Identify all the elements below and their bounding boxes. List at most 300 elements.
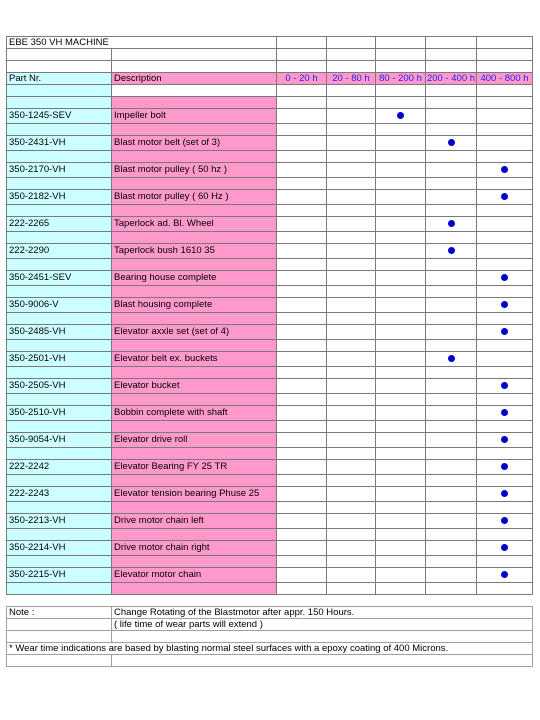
part-number-cell[interactable]: 350-9054-VH bbox=[7, 433, 112, 448]
cell[interactable] bbox=[112, 124, 277, 136]
cell[interactable] bbox=[277, 367, 327, 379]
cell[interactable] bbox=[277, 556, 327, 568]
interval-cell[interactable] bbox=[277, 136, 327, 151]
cell[interactable] bbox=[277, 421, 327, 433]
part-number-cell[interactable]: 350-2214-VH bbox=[7, 541, 112, 556]
interval-cell[interactable] bbox=[277, 541, 327, 556]
cell[interactable] bbox=[376, 556, 426, 568]
interval-cell[interactable] bbox=[426, 244, 477, 259]
cell[interactable] bbox=[477, 85, 533, 97]
description-cell[interactable]: Blast motor belt (set of 3) bbox=[112, 136, 277, 151]
cell[interactable] bbox=[426, 313, 477, 325]
cell[interactable] bbox=[277, 232, 327, 244]
cell[interactable] bbox=[112, 205, 277, 217]
cell[interactable] bbox=[7, 259, 112, 271]
cell[interactable] bbox=[376, 421, 426, 433]
table-row[interactable] bbox=[7, 352, 533, 367]
cell[interactable] bbox=[327, 367, 376, 379]
cell[interactable] bbox=[327, 178, 376, 190]
interval-cell[interactable] bbox=[426, 352, 477, 367]
interval-cell[interactable] bbox=[277, 298, 327, 313]
cell[interactable] bbox=[327, 313, 376, 325]
interval-cell[interactable] bbox=[426, 541, 477, 556]
interval-cell[interactable] bbox=[426, 109, 477, 124]
cell[interactable] bbox=[477, 97, 533, 109]
interval-cell[interactable] bbox=[376, 406, 426, 421]
cell[interactable] bbox=[327, 124, 376, 136]
cell[interactable] bbox=[112, 259, 277, 271]
cell[interactable] bbox=[327, 61, 376, 73]
interval-cell[interactable] bbox=[477, 271, 533, 286]
interval-cell[interactable] bbox=[376, 217, 426, 232]
cell[interactable] bbox=[112, 97, 277, 109]
interval-cell[interactable] bbox=[376, 352, 426, 367]
interval-cell[interactable] bbox=[327, 136, 376, 151]
cell[interactable] bbox=[327, 529, 376, 541]
interval-cell[interactable] bbox=[277, 190, 327, 205]
cell[interactable] bbox=[7, 421, 112, 433]
cell[interactable] bbox=[376, 259, 426, 271]
cell[interactable] bbox=[112, 313, 277, 325]
part-number-cell[interactable]: 350-1245-SEV bbox=[7, 109, 112, 124]
cell[interactable] bbox=[277, 475, 327, 487]
cell[interactable] bbox=[7, 151, 112, 163]
description-cell[interactable]: Blast motor pulley ( 60 Hz ) bbox=[112, 190, 277, 205]
interval-cell[interactable] bbox=[327, 433, 376, 448]
part-number-cell[interactable]: 222-2265 bbox=[7, 217, 112, 232]
part-number-cell[interactable]: 350-2170-VH bbox=[7, 163, 112, 178]
cell[interactable] bbox=[477, 178, 533, 190]
part-number-cell[interactable]: 350-2505-VH bbox=[7, 379, 112, 394]
table-row[interactable] bbox=[7, 568, 533, 583]
interval-cell[interactable] bbox=[376, 487, 426, 502]
cell[interactable] bbox=[426, 205, 477, 217]
cell[interactable] bbox=[477, 502, 533, 514]
interval-cell[interactable] bbox=[477, 298, 533, 313]
description-cell[interactable]: Elevator Bearing FY 25 TR bbox=[112, 460, 277, 475]
cell[interactable] bbox=[277, 205, 327, 217]
cell[interactable] bbox=[327, 97, 376, 109]
cell[interactable] bbox=[7, 394, 112, 406]
table-row[interactable] bbox=[7, 244, 533, 259]
interval-cell[interactable] bbox=[376, 379, 426, 394]
cell[interactable] bbox=[477, 448, 533, 460]
header-interval-0-20[interactable]: 0 - 20 h bbox=[277, 73, 327, 85]
interval-cell[interactable] bbox=[477, 541, 533, 556]
interval-cell[interactable] bbox=[477, 244, 533, 259]
header-description[interactable]: Description bbox=[112, 73, 277, 85]
interval-cell[interactable] bbox=[376, 136, 426, 151]
cell[interactable] bbox=[376, 367, 426, 379]
cell[interactable] bbox=[426, 502, 477, 514]
part-number-cell[interactable]: 222-2290 bbox=[7, 244, 112, 259]
header-interval-200-400[interactable]: 200 - 400 h bbox=[426, 73, 476, 84]
cell[interactable] bbox=[477, 529, 533, 541]
interval-cell[interactable] bbox=[426, 379, 477, 394]
interval-cell[interactable] bbox=[376, 433, 426, 448]
description-cell[interactable]: Elevator belt ex. buckets bbox=[112, 352, 277, 367]
interval-cell[interactable] bbox=[327, 244, 376, 259]
cell[interactable] bbox=[376, 232, 426, 244]
interval-cell[interactable] bbox=[277, 325, 327, 340]
cell[interactable] bbox=[376, 205, 426, 217]
cell[interactable] bbox=[7, 178, 112, 190]
interval-cell[interactable] bbox=[327, 460, 376, 475]
cell[interactable] bbox=[112, 394, 277, 406]
cell[interactable] bbox=[327, 583, 376, 595]
cell[interactable] bbox=[477, 340, 533, 352]
cell[interactable] bbox=[477, 49, 533, 61]
interval-cell[interactable] bbox=[477, 325, 533, 340]
description-cell[interactable]: Impeller bolt bbox=[112, 109, 277, 124]
interval-cell[interactable] bbox=[277, 433, 327, 448]
cell[interactable] bbox=[426, 124, 477, 136]
table-row[interactable] bbox=[7, 433, 533, 448]
cell[interactable] bbox=[112, 655, 533, 667]
interval-cell[interactable] bbox=[426, 514, 477, 529]
interval-cell[interactable] bbox=[376, 460, 426, 475]
cell[interactable] bbox=[477, 124, 533, 136]
cell[interactable] bbox=[376, 448, 426, 460]
description-cell[interactable]: Elevator motor chain bbox=[112, 568, 277, 583]
cell[interactable] bbox=[376, 97, 426, 109]
cell[interactable] bbox=[376, 502, 426, 514]
table-row[interactable] bbox=[7, 163, 533, 178]
cell[interactable] bbox=[327, 394, 376, 406]
cell[interactable] bbox=[112, 421, 277, 433]
table-row[interactable] bbox=[7, 406, 533, 421]
table-row[interactable] bbox=[7, 379, 533, 394]
cell[interactable] bbox=[277, 529, 327, 541]
cell[interactable] bbox=[7, 61, 112, 73]
footnote[interactable]: * Wear time indications are based by blasting normal steel surfaces with a epoxy coating of 400 Microns. bbox=[7, 643, 533, 655]
interval-cell[interactable] bbox=[327, 298, 376, 313]
interval-cell[interactable] bbox=[376, 271, 426, 286]
cell[interactable] bbox=[7, 367, 112, 379]
cell[interactable] bbox=[426, 232, 477, 244]
description-cell[interactable]: Elevator bucket bbox=[112, 379, 277, 394]
cell[interactable] bbox=[327, 556, 376, 568]
description-cell[interactable]: Elevator tension bearing Phuse 25 bbox=[112, 487, 277, 502]
table-row[interactable] bbox=[7, 217, 533, 232]
cell[interactable] bbox=[426, 61, 477, 73]
interval-cell[interactable] bbox=[477, 163, 533, 178]
cell[interactable] bbox=[376, 49, 426, 61]
part-number-cell[interactable]: 222-2243 bbox=[7, 487, 112, 502]
cell[interactable] bbox=[7, 583, 112, 595]
description-cell[interactable]: Blast motor pulley ( 50 hz ) bbox=[112, 163, 277, 178]
cell[interactable] bbox=[112, 178, 277, 190]
interval-cell[interactable] bbox=[277, 109, 327, 124]
interval-cell[interactable] bbox=[376, 541, 426, 556]
cell[interactable] bbox=[477, 421, 533, 433]
interval-cell[interactable] bbox=[376, 514, 426, 529]
cell[interactable] bbox=[477, 205, 533, 217]
part-number-cell[interactable]: 350-9006-V bbox=[7, 298, 112, 313]
cell[interactable] bbox=[277, 340, 327, 352]
part-number-cell[interactable]: 350-2431-VH bbox=[7, 136, 112, 151]
part-number-cell[interactable]: 350-2501-VH bbox=[7, 352, 112, 367]
interval-cell[interactable] bbox=[376, 109, 426, 124]
interval-cell[interactable] bbox=[477, 379, 533, 394]
interval-cell[interactable] bbox=[477, 352, 533, 367]
cell[interactable] bbox=[426, 394, 477, 406]
table-row[interactable] bbox=[7, 271, 533, 286]
cell[interactable] bbox=[277, 97, 327, 109]
interval-cell[interactable] bbox=[327, 325, 376, 340]
cell[interactable] bbox=[7, 655, 112, 667]
cell[interactable] bbox=[112, 583, 277, 595]
cell[interactable] bbox=[477, 37, 533, 49]
cell[interactable] bbox=[426, 448, 477, 460]
cell[interactable] bbox=[426, 85, 477, 97]
cell[interactable] bbox=[277, 286, 327, 298]
interval-cell[interactable] bbox=[277, 568, 327, 583]
cell[interactable] bbox=[327, 232, 376, 244]
cell[interactable] bbox=[426, 49, 477, 61]
interval-cell[interactable] bbox=[327, 379, 376, 394]
interval-cell[interactable] bbox=[277, 406, 327, 421]
description-cell[interactable]: Taperlock bush 1610 35 bbox=[112, 244, 277, 259]
interval-cell[interactable] bbox=[376, 190, 426, 205]
cell[interactable] bbox=[426, 583, 477, 595]
interval-cell[interactable] bbox=[277, 487, 327, 502]
cell[interactable] bbox=[277, 61, 327, 73]
table-row[interactable] bbox=[7, 136, 533, 151]
cell[interactable] bbox=[376, 178, 426, 190]
interval-cell[interactable] bbox=[477, 217, 533, 232]
cell[interactable] bbox=[376, 529, 426, 541]
description-cell[interactable]: Elevator drive roll bbox=[112, 433, 277, 448]
cell[interactable] bbox=[277, 151, 327, 163]
cell[interactable] bbox=[112, 61, 277, 73]
interval-cell[interactable] bbox=[327, 406, 376, 421]
cell[interactable] bbox=[426, 340, 477, 352]
interval-cell[interactable] bbox=[376, 244, 426, 259]
cell[interactable] bbox=[277, 394, 327, 406]
cell[interactable] bbox=[376, 475, 426, 487]
cell[interactable] bbox=[327, 85, 376, 97]
cell[interactable] bbox=[426, 529, 477, 541]
sheet-title[interactable]: EBE 350 VH MACHINE bbox=[7, 37, 277, 49]
cell[interactable] bbox=[112, 367, 277, 379]
table-row[interactable] bbox=[7, 109, 533, 124]
cell[interactable] bbox=[426, 421, 477, 433]
cell[interactable] bbox=[477, 232, 533, 244]
cell[interactable] bbox=[277, 583, 327, 595]
interval-cell[interactable] bbox=[477, 568, 533, 583]
interval-cell[interactable] bbox=[426, 163, 477, 178]
cell[interactable] bbox=[112, 49, 277, 61]
note-label[interactable]: Note : bbox=[7, 607, 112, 619]
cell[interactable] bbox=[7, 619, 112, 631]
cell[interactable] bbox=[7, 286, 112, 298]
cell[interactable] bbox=[426, 556, 477, 568]
description-cell[interactable]: Bobbin complete with shaft bbox=[112, 406, 277, 421]
table-row[interactable] bbox=[7, 325, 533, 340]
cell[interactable] bbox=[327, 448, 376, 460]
cell[interactable] bbox=[477, 259, 533, 271]
cell[interactable] bbox=[327, 421, 376, 433]
interval-cell[interactable] bbox=[327, 514, 376, 529]
part-number-cell[interactable]: 350-2451-SEV bbox=[7, 271, 112, 286]
cell[interactable] bbox=[426, 37, 477, 49]
cell[interactable] bbox=[426, 286, 477, 298]
cell[interactable] bbox=[112, 529, 277, 541]
interval-cell[interactable] bbox=[477, 109, 533, 124]
cell[interactable] bbox=[477, 286, 533, 298]
cell[interactable] bbox=[277, 85, 327, 97]
description-cell[interactable]: Taperlock ad. Bl. Wheel bbox=[112, 217, 277, 232]
cell[interactable] bbox=[376, 61, 426, 73]
cell[interactable] bbox=[277, 448, 327, 460]
description-cell[interactable]: Drive motor chain right bbox=[112, 541, 277, 556]
description-cell[interactable]: Bearing house complete bbox=[112, 271, 277, 286]
cell[interactable] bbox=[277, 37, 327, 49]
description-cell[interactable]: Drive motor chain left bbox=[112, 514, 277, 529]
interval-cell[interactable] bbox=[426, 298, 477, 313]
cell[interactable] bbox=[112, 502, 277, 514]
cell[interactable] bbox=[112, 232, 277, 244]
cell[interactable] bbox=[376, 313, 426, 325]
interval-cell[interactable] bbox=[477, 460, 533, 475]
part-number-cell[interactable]: 350-2510-VH bbox=[7, 406, 112, 421]
cell[interactable] bbox=[7, 556, 112, 568]
cell[interactable] bbox=[327, 475, 376, 487]
header-part-number[interactable]: Part Nr. bbox=[7, 73, 112, 85]
interval-cell[interactable] bbox=[277, 460, 327, 475]
cell[interactable] bbox=[277, 49, 327, 61]
header-interval-20-80[interactable]: 20 - 80 h bbox=[327, 73, 376, 85]
part-number-cell[interactable]: 350-2485-VH bbox=[7, 325, 112, 340]
interval-cell[interactable] bbox=[426, 217, 477, 232]
cell[interactable] bbox=[376, 37, 426, 49]
cell[interactable] bbox=[7, 205, 112, 217]
cell[interactable] bbox=[327, 205, 376, 217]
cell[interactable] bbox=[327, 151, 376, 163]
interval-cell[interactable] bbox=[426, 568, 477, 583]
table-row[interactable] bbox=[7, 487, 533, 502]
cell[interactable] bbox=[112, 556, 277, 568]
cell[interactable] bbox=[376, 583, 426, 595]
description-cell[interactable]: Elevator axxle set (set of 4) bbox=[112, 325, 277, 340]
header-interval-400-800[interactable]: 400 - 800 h bbox=[477, 73, 533, 85]
cell[interactable] bbox=[426, 475, 477, 487]
note-line-2[interactable]: ( life time of wear parts will extend ) bbox=[112, 619, 533, 631]
cell[interactable] bbox=[277, 178, 327, 190]
cell[interactable] bbox=[426, 178, 477, 190]
table-row[interactable] bbox=[7, 460, 533, 475]
cell[interactable] bbox=[7, 49, 112, 61]
part-number-cell[interactable]: 350-2182-VH bbox=[7, 190, 112, 205]
interval-cell[interactable] bbox=[327, 487, 376, 502]
cell[interactable] bbox=[7, 97, 112, 109]
cell[interactable] bbox=[477, 367, 533, 379]
interval-cell[interactable] bbox=[277, 514, 327, 529]
cell[interactable] bbox=[277, 313, 327, 325]
cell[interactable] bbox=[112, 85, 277, 97]
interval-cell[interactable] bbox=[327, 217, 376, 232]
cell[interactable] bbox=[477, 313, 533, 325]
cell[interactable] bbox=[477, 475, 533, 487]
cell[interactable] bbox=[7, 631, 112, 643]
cell[interactable] bbox=[477, 61, 533, 73]
cell[interactable] bbox=[112, 340, 277, 352]
cell[interactable] bbox=[112, 151, 277, 163]
cell[interactable] bbox=[112, 475, 277, 487]
interval-cell[interactable] bbox=[327, 568, 376, 583]
part-number-cell[interactable]: 350-2213-VH bbox=[7, 514, 112, 529]
part-number-cell[interactable]: 350-2215-VH bbox=[7, 568, 112, 583]
interval-cell[interactable] bbox=[277, 352, 327, 367]
cell[interactable] bbox=[477, 151, 533, 163]
interval-cell[interactable] bbox=[327, 352, 376, 367]
interval-cell[interactable] bbox=[477, 487, 533, 502]
interval-cell[interactable] bbox=[376, 568, 426, 583]
interval-cell[interactable] bbox=[426, 190, 477, 205]
cell[interactable] bbox=[277, 502, 327, 514]
interval-cell[interactable] bbox=[426, 433, 477, 448]
interval-cell[interactable] bbox=[327, 190, 376, 205]
interval-cell[interactable] bbox=[277, 217, 327, 232]
description-cell[interactable]: Blast housing complete bbox=[112, 298, 277, 313]
cell[interactable] bbox=[7, 475, 112, 487]
cell[interactable] bbox=[376, 286, 426, 298]
interval-cell[interactable] bbox=[477, 406, 533, 421]
table-row[interactable] bbox=[7, 514, 533, 529]
cell[interactable] bbox=[277, 259, 327, 271]
interval-cell[interactable] bbox=[477, 136, 533, 151]
cell[interactable] bbox=[327, 259, 376, 271]
interval-cell[interactable] bbox=[277, 244, 327, 259]
interval-cell[interactable] bbox=[277, 379, 327, 394]
cell[interactable] bbox=[376, 85, 426, 97]
interval-cell[interactable] bbox=[376, 325, 426, 340]
cell[interactable] bbox=[277, 124, 327, 136]
cell[interactable] bbox=[7, 85, 112, 97]
cell[interactable] bbox=[7, 529, 112, 541]
cell[interactable] bbox=[426, 151, 477, 163]
interval-cell[interactable] bbox=[426, 406, 477, 421]
cell[interactable] bbox=[426, 97, 477, 109]
interval-cell[interactable] bbox=[426, 136, 477, 151]
interval-cell[interactable] bbox=[477, 190, 533, 205]
interval-cell[interactable] bbox=[426, 271, 477, 286]
interval-cell[interactable] bbox=[277, 271, 327, 286]
cell[interactable] bbox=[7, 340, 112, 352]
cell[interactable] bbox=[426, 367, 477, 379]
table-row[interactable] bbox=[7, 541, 533, 556]
interval-cell[interactable] bbox=[327, 271, 376, 286]
part-number-cell[interactable]: 222-2242 bbox=[7, 460, 112, 475]
cell[interactable] bbox=[327, 49, 376, 61]
cell[interactable] bbox=[327, 502, 376, 514]
interval-cell[interactable] bbox=[327, 541, 376, 556]
cell[interactable] bbox=[376, 151, 426, 163]
note-line-1[interactable]: Change Rotating of the Blastmotor after appr. 150 Hours. bbox=[112, 607, 533, 619]
cell[interactable] bbox=[327, 340, 376, 352]
cell[interactable] bbox=[7, 232, 112, 244]
table-row[interactable] bbox=[7, 190, 533, 205]
cell[interactable] bbox=[477, 394, 533, 406]
cell[interactable] bbox=[7, 124, 112, 136]
cell[interactable] bbox=[327, 286, 376, 298]
cell[interactable] bbox=[112, 631, 533, 643]
cell[interactable] bbox=[376, 340, 426, 352]
interval-cell[interactable] bbox=[327, 163, 376, 178]
interval-cell[interactable] bbox=[376, 163, 426, 178]
interval-cell[interactable] bbox=[477, 514, 533, 529]
